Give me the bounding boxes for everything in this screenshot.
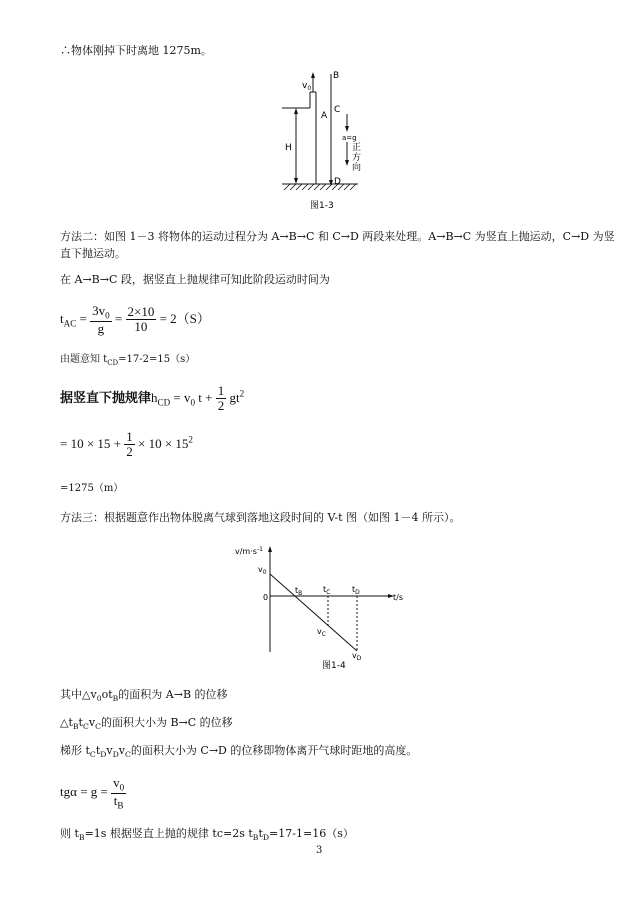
method3-text: 方法三：根据题意作出物体脱离气球到落地这段时间的 V-t 图（如图 1－4 所示）。 xyxy=(60,511,461,524)
triangle-2-text: $\triangle t_Bt_Cv_C$的面积大小为 B→C 的位移 xyxy=(60,716,233,732)
page-number: 3 xyxy=(316,845,323,856)
label-tB: $t_B$ xyxy=(295,586,303,597)
label-H: H xyxy=(285,143,292,153)
label-v0: $v_0$ xyxy=(258,565,267,576)
figure-1-3-caption: 图1-3 xyxy=(310,201,334,211)
label-D: D xyxy=(334,177,341,187)
label-C: C xyxy=(334,105,341,115)
figure-1-3 xyxy=(270,62,400,214)
figure-1-4-caption: 图1-4 xyxy=(322,661,346,671)
result-line-2: =1275（m） xyxy=(60,483,124,494)
cd-time-text: 由题意知 $t_{CD}=17-2=15(s)$ xyxy=(60,354,196,367)
label-a-eq-g: a=g xyxy=(342,134,357,142)
result-line-1: ∴物体刚掉下时离地 1275m。 xyxy=(60,44,212,57)
label-B: B xyxy=(333,71,340,81)
method2-line-a: 方法二：如图 1－3 将物体的运动过程分为 A→B→C 和 C→D 两段来处理。A→B→C 为竖直上抛运动，C→D 为竖 xyxy=(60,230,615,243)
label-dir-1: 正 xyxy=(352,143,362,153)
trapezoid-text: 梯形 $t_Ct_Dv_Dv_C$的面积大小为 C→D 的位移即物体离开气球时距地的高度。 xyxy=(60,744,418,760)
label-vC: $v_C$ xyxy=(317,627,326,638)
label-dir-2: 方 xyxy=(352,153,362,163)
label-ylabel: $v/m\cdot s^{-1}$ xyxy=(235,546,263,556)
label-tD: $t_D$ xyxy=(352,585,360,596)
label-v0: $v_0$ xyxy=(302,81,312,92)
final-line: 则 $t_B=1s$ 根据竖直上抛的规律 tc=2s $t_Bt_D=17-1=16(s)$ xyxy=(60,827,354,843)
method2-line-b: 直下抛运动。 xyxy=(60,247,126,260)
segment-abc-text: 在 A→B→C 段，据竖直上抛规律可知此阶段运动时间为 xyxy=(60,273,330,286)
equation-substitution: = 10 × 15 + $\frac{1}{2}$ × $10 \times 15^2$ xyxy=(60,429,193,460)
equation-tg-alpha: tgα = g = $\frac{v_0}{t_B}$ xyxy=(60,775,125,811)
label-xlabel: t/s xyxy=(393,593,403,602)
equation-tac: $t_{AC}$ = $\frac{3v_0}{g}$ = $\frac{2\times 10}{10}$ = 2（S） xyxy=(60,303,210,336)
figure-1-4 xyxy=(225,540,415,672)
label-A: A xyxy=(321,111,328,121)
label-origin: 0 xyxy=(263,593,269,602)
triangle-1-text: 其中$\triangle v_0ot_B$的面积为 A→B 的位移 xyxy=(60,688,228,704)
label-tC: $t_C$ xyxy=(323,585,331,596)
label-vD: $v_D$ xyxy=(352,651,362,662)
equation-hcd: 据竖直下抛规律$h_{CD} = v_0$ t + $\frac{1}{2}$ $gt^2$ xyxy=(60,383,245,414)
label-dir-3: 向 xyxy=(352,163,362,173)
